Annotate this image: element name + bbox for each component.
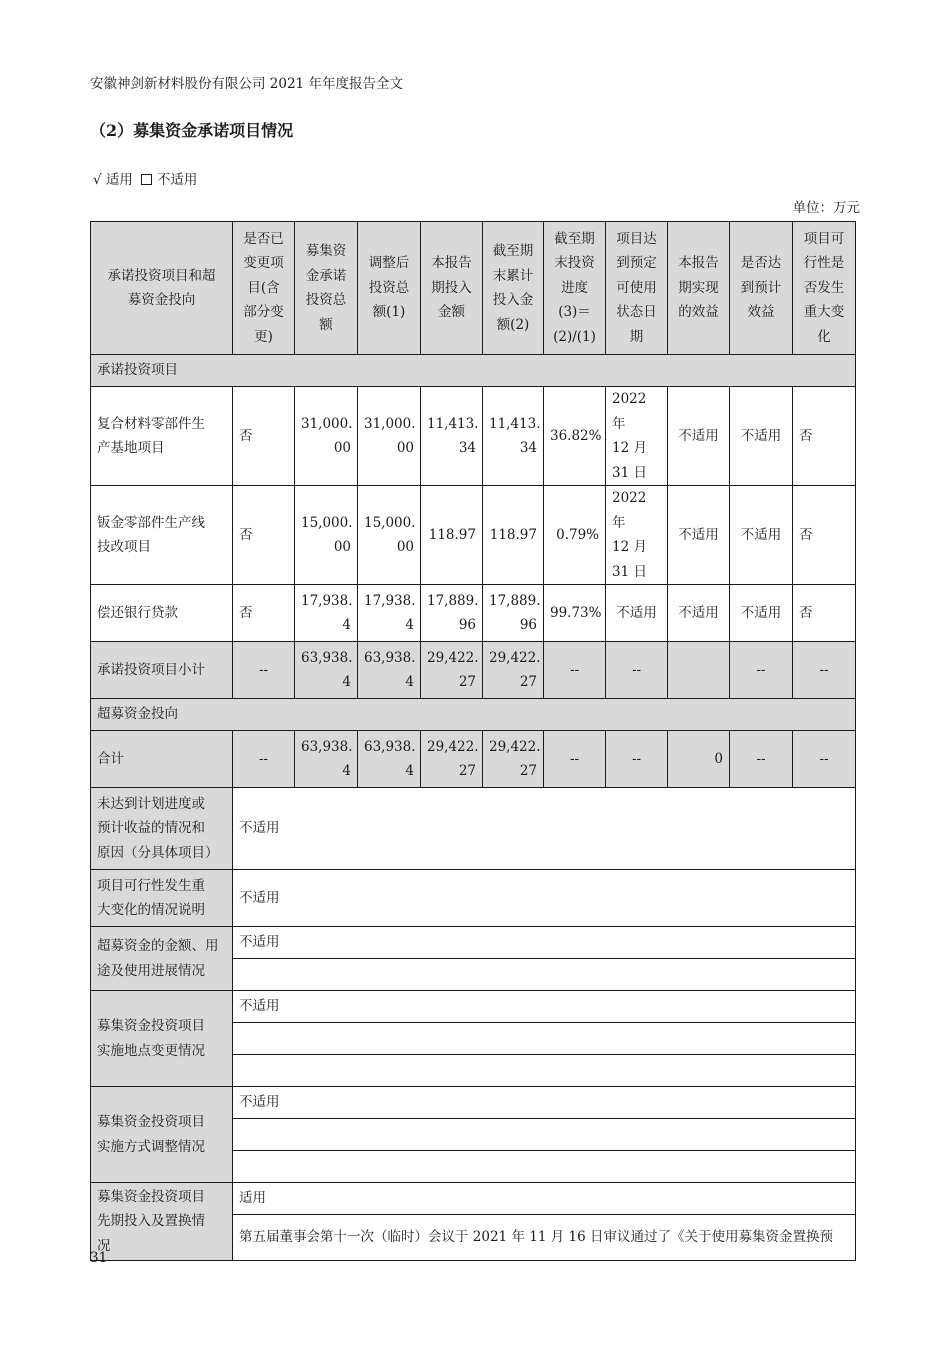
report-header: 安徽神剑新材料股份有限公司 2021 年年度报告全文 (90, 76, 403, 92)
column-header: 截至期 末累计 投入金 额(2) (483, 222, 544, 355)
note-label: 超募资金的金额、用 途及使用进展情况 (91, 927, 233, 991)
period-benefit (668, 642, 730, 699)
cumulative-amount: 29,422. 27 (483, 731, 544, 788)
period-amount: 29,422. 27 (421, 642, 483, 699)
feasibility-change: -- (793, 642, 856, 699)
unit-label: 单位：万元 (792, 200, 860, 216)
period-benefit: 0 (668, 731, 730, 788)
note-label: 募集资金投资项目 先期投入及置换情 况 (91, 1183, 233, 1261)
column-header: 是否达 到预计 效益 (730, 222, 793, 355)
subtotal-row (91, 642, 856, 699)
ready-date: 2022 年 12 月 31 日 (606, 486, 668, 585)
note-content: 第五届董事会第十一次（临时）会议于 2021 年 11 月 16 日审议通过了《关于使用募集资金置换预 (233, 1215, 856, 1261)
project-name: 钣金零部件生产线 技改项目 (91, 486, 233, 585)
column-header: 截至期 末投资 进度 (3)＝ (2)/(1) (544, 222, 606, 355)
note-content (233, 1151, 856, 1183)
note-content (233, 1119, 856, 1151)
fund-commitment-table (90, 221, 856, 1261)
feasibility-change: 否 (793, 486, 856, 585)
cumulative-amount: 29,422. 27 (483, 642, 544, 699)
progress: 0.79% (544, 486, 606, 585)
project-name: 承诺投资项目小计 (91, 642, 233, 699)
note-row (91, 991, 856, 1023)
committed-amount: 17,938. 4 (295, 585, 358, 642)
ready-date: 2022 年 12 月 31 日 (606, 387, 668, 486)
note-content (233, 1055, 856, 1087)
group-label: 承诺投资项目 (91, 355, 856, 387)
benefit-reached: -- (730, 642, 793, 699)
progress: -- (544, 731, 606, 788)
column-header: 本报告 期实现 的效益 (668, 222, 730, 355)
applicable-label: 适用 (105, 172, 133, 188)
progress: -- (544, 642, 606, 699)
note-content: 不适用 (233, 991, 856, 1023)
committed-amount: 63,938. 4 (295, 731, 358, 788)
note-row (91, 788, 856, 870)
table-row (91, 387, 856, 486)
column-header: 承诺投资项目和超 募资金投向 (91, 222, 233, 355)
note-content: 不适用 (233, 1087, 856, 1119)
note-row (91, 1183, 856, 1215)
column-header: 是否已 变更项 目(含 部分变 更) (233, 222, 295, 355)
committed-amount: 31,000. 00 (295, 387, 358, 486)
total-row (91, 731, 856, 788)
adjusted-amount: 31,000. 00 (358, 387, 421, 486)
benefit-reached: 不适用 (730, 585, 793, 642)
ready-date: -- (606, 731, 668, 788)
group-row-committed (91, 355, 856, 387)
applicability-options (93, 168, 197, 188)
benefit-reached: 不适用 (730, 486, 793, 585)
progress: 99.73% (544, 585, 606, 642)
committed-amount: 15,000. 00 (295, 486, 358, 585)
adjusted-amount: 17,938. 4 (358, 585, 421, 642)
progress: 36.82% (544, 387, 606, 486)
changed-flag: -- (233, 731, 295, 788)
period-benefit: 不适用 (668, 585, 730, 642)
note-content (233, 1023, 856, 1055)
note-label: 募集资金投资项目 实施方式调整情况 (91, 1087, 233, 1183)
adjusted-amount: 15,000. 00 (358, 486, 421, 585)
group-row-over (91, 699, 856, 731)
note-label: 项目可行性发生重 大变化的情况说明 (91, 870, 233, 927)
period-benefit: 不适用 (668, 387, 730, 486)
adjusted-amount: 63,938. 4 (358, 731, 421, 788)
note-label: 未达到计划进度或 预计收益的情况和 原因（分具体项目） (91, 788, 233, 870)
adjusted-amount: 63,938. 4 (358, 642, 421, 699)
note-label: 募集资金投资项目 实施地点变更情况 (91, 991, 233, 1087)
note-row (91, 927, 856, 959)
note-row (91, 1087, 856, 1119)
column-header: 募集资 金承诺 投资总 额 (295, 222, 358, 355)
note-content: 不适用 (233, 788, 856, 870)
changed-flag: -- (233, 642, 295, 699)
period-benefit: 不适用 (668, 486, 730, 585)
note-content: 不适用 (233, 927, 856, 959)
column-header: 调整后 投资总 额(1) (358, 222, 421, 355)
feasibility-change: -- (793, 731, 856, 788)
table-header-row (91, 222, 856, 355)
period-amount: 11,413. 34 (421, 387, 483, 486)
column-header: 本报告 期投入 金额 (421, 222, 483, 355)
note-content (233, 959, 856, 991)
changed-flag: 否 (233, 486, 295, 585)
changed-flag: 否 (233, 585, 295, 642)
cumulative-amount: 17,889. 96 (483, 585, 544, 642)
column-header: 项目达 到预定 可使用 状态日 期 (606, 222, 668, 355)
page-number: 31 (90, 1250, 108, 1266)
note-row (91, 870, 856, 927)
column-header: 项目可 行性是 否发生 重大变 化 (793, 222, 856, 355)
note-content: 适用 (233, 1183, 856, 1215)
ready-date: -- (606, 642, 668, 699)
table-row (91, 585, 856, 642)
not-applicable-label: 不适用 (156, 172, 198, 188)
group-label: 超募资金投向 (91, 699, 856, 731)
benefit-reached: -- (730, 731, 793, 788)
period-amount: 29,422. 27 (421, 731, 483, 788)
benefit-reached: 不适用 (730, 387, 793, 486)
project-name: 复合材料零部件生 产基地项目 (91, 387, 233, 486)
cumulative-amount: 11,413. 34 (483, 387, 544, 486)
ready-date: 不适用 (606, 585, 668, 642)
empty-checkbox-icon (141, 174, 152, 185)
cumulative-amount: 118.97 (483, 486, 544, 585)
changed-flag: 否 (233, 387, 295, 486)
project-name: 合计 (91, 731, 233, 788)
period-amount: 118.97 (421, 486, 483, 585)
project-name: 偿还银行贷款 (91, 585, 233, 642)
section-title: （2）募集资金承诺项目情况 (90, 121, 294, 140)
check-mark-icon: √ (93, 172, 102, 188)
note-content: 不适用 (233, 870, 856, 927)
feasibility-change: 否 (793, 387, 856, 486)
table-row (91, 486, 856, 585)
committed-amount: 63,938. 4 (295, 642, 358, 699)
feasibility-change: 否 (793, 585, 856, 642)
period-amount: 17,889. 96 (421, 585, 483, 642)
